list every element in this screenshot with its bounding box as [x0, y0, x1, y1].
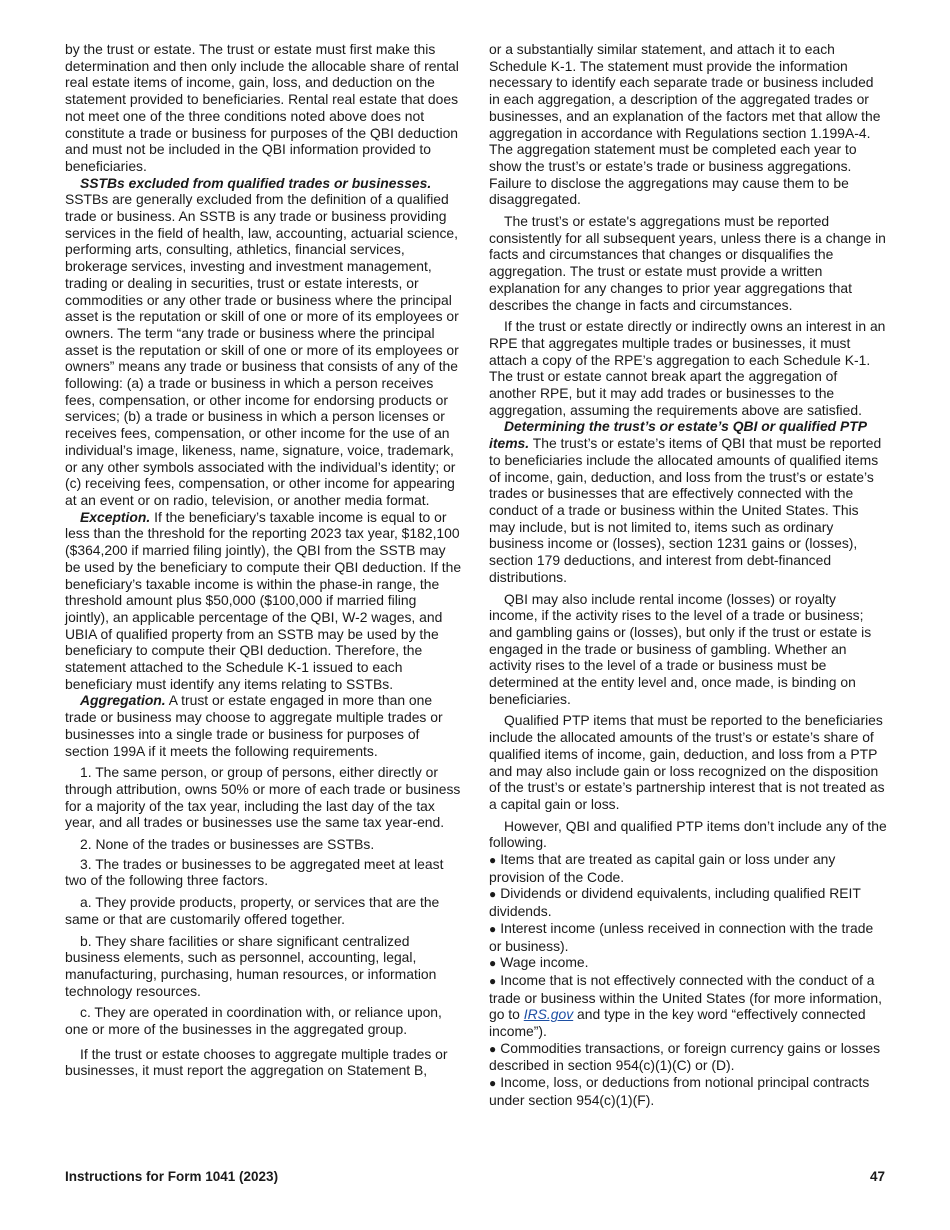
bullet-item [489, 885, 887, 919]
section-heading-aggregation: Aggregation. [80, 692, 166, 709]
qbi-text: The trust’s or estate’s items of QBI that must be reported to beneficiaries include the allocated amounts of qualified items of income, gain, deduction, and loss from the trust’s or estate’s trades or businesses that are effectively connected with the conduct of a trade or business within the United States. This may include, but is not limited to, items such as ordinary business income or (losses), section 1231 gains or (losses), section 179 deductions, and interest from debt-financed distributions. [489, 435, 882, 585]
list-item-1: 1. The same person, or group of persons, either directly or through attribution, owns 50% or more of each trade or business for a majority of the tax year, including the last day of the tax year, and all trades or businesses use the same tax year-end. [65, 764, 461, 831]
sstb-text: SSTBs are generally excluded from the definition of a qualified trade or business. An SSTB is any trade or business providing services in the field of health, law, accounting, actuarial science, performing arts, consulting, athletics, financial services, brokerage services, investing and investment management, trading or dealing in securities, trust or estate interests, or commodities or any other trade or business where the principal asset is the reputation or skill of one or more of its employees or owners. The term “any trade or business where the principal asset is the reputation or skill of one or more of its employees or owners” means any trade or business that consists of any of the following: (a) a trade or business in which a person receives fees, compensation, or other income for endorsing products or services; (b) a trade or business in which a person licenses or receives fees, compensation, or other income for the use of an individual’s image, likeness, name, signature, voice, trademark, or any other symbols associated with the individual’s identity; or (c) receiving fees, compensation, or other income for appearing at an event or on radio, television, or another media format. [65, 191, 459, 508]
section-heading-qbi: Determining the trust’s or estate’s QBI or qualified PTP items. [489, 418, 867, 452]
bullet-icon: ● [489, 1076, 497, 1091]
bullet-item [489, 1074, 887, 1108]
bullet-text: Wage income. [500, 954, 589, 971]
sstb-section [65, 175, 462, 509]
bullet-item [489, 851, 887, 885]
bullet-text: Items that are treated as capital gain or loss under any provision of the Code. [489, 851, 836, 885]
exception-section [65, 509, 462, 693]
paragraph: or a substantially similar statement, and attach it to each Schedule K-1. The statement must provide the information necessary to identify each separate trade or business included in each aggregation, a description of the aggregated trades or businesses, and an explanation of the factors met that allow the aggregation in accordance with Regulations section 1.199A-4. The aggregation statement must be completed each year to show the trust’s or estate’s trade or business aggregations. Failure to disclose the aggregations may cause them to be disaggregated. [489, 41, 881, 208]
exception-text: If the beneficiary’s taxable income is equal to or less than the threshold for the reporting 2023 tax year, $182,100 ($364,200 if married filing jointly), the QBI from the SSTB may be used by the beneficiary to compute their QBI deduction. If the beneficiary’s taxable income is within the phase-in range, the threshold amount plus $50,000 ($100,000 if married filing jointly), an applicable percentage of the QBI, W-2 wages, and UBIA of qualified property from an SSTB may be used by the beneficiary to compute their QBI deduction. Therefore, the statement attached to the Schedule K-1 issued to each beneficiary must identify any items relating to SSTBs. [65, 508, 462, 692]
left-column [65, 41, 462, 1079]
bullet-icon: ● [489, 921, 497, 936]
bullet-icon: ● [489, 973, 497, 988]
section-heading-exception: Exception. [80, 508, 151, 525]
aggregation-section [65, 692, 462, 759]
bullet-icon: ● [489, 1041, 497, 1056]
section-heading-sstb: SSTBs excluded from qualified trades or businesses. [80, 174, 432, 191]
list-item-2: 2. None of the trades or businesses are SSTBs. [80, 836, 375, 853]
list-item-c: c. They are operated in coordination with, or reliance upon, one or more of the businesses in the aggregated group. [65, 1004, 442, 1038]
bullet-text: Interest income (unless received in connection with the trade or business). [489, 919, 874, 954]
qbi-section [489, 418, 887, 585]
aggregation-text: A trust or estate engaged in more than one trade or business may choose to aggregate multiple trades or businesses into a single trade or business for purposes of section 199A if it meets the following requirements. [65, 692, 443, 759]
bullet-item [489, 954, 887, 972]
list-item-3: 3. The trades or businesses to be aggregated meet at least two of the following three factors. [65, 855, 444, 889]
right-column [489, 41, 887, 1109]
list-item-b: b. They share facilities or share significant centralized business elements, such as personnel, accounting, legal, manufacturing, purchasing, human resources, or information technology resources. [65, 932, 437, 999]
list-item-a: a. They provide products, property, or services that are the same or that are customarily offered together. [65, 894, 440, 927]
paragraph: If the trust or estate chooses to aggregate multiple trades or businesses, it must report the aggregation on Statement B, [65, 1045, 448, 1079]
paragraph: by the trust or estate. The trust or estate must first make this determination and then only include the allocable share of rental real estate items of income, gain, loss, and deduction on the statement provided to beneficiaries. Rental real estate that does not meet one of the three conditions noted above does not constitute a trade or business for purposes of the QBI deduction and must not be included in the QBI information provided to beneficiaries. [65, 41, 459, 174]
bullet-item [489, 1040, 887, 1074]
irs-gov-link[interactable]: IRS.gov [523, 1006, 574, 1023]
bullet-text: Income, loss, or deductions from notional principal contracts under section 954(c)(1)(F). [489, 1074, 870, 1108]
bullet-item [489, 972, 887, 1040]
bullet-icon: ● [489, 887, 497, 902]
footer-title: Instructions for Form 1041 (2023) [65, 1169, 279, 1184]
bullet-text: and type in the key word “effectively connected income”). [489, 1006, 866, 1040]
bullet-icon: ● [489, 853, 497, 868]
bullet-text: Commodities transactions, or foreign currency gains or losses described in section 954(c)(1)(C) or (D). [489, 1039, 881, 1074]
paragraph: QBI may also include rental income (losses) or royalty income, if the activity rises to the level of a trade or business; and gambling gains or (losses), but only if the trust or estate is engaged in the trade or business of gambling. Whether an activity rises to the level of a trade or business must be determined at the entity level and, once made, is binding on beneficiaries. [489, 590, 872, 707]
bullet-text: Dividends or dividend equivalents, including qualified REIT dividends. [489, 885, 861, 920]
bullet-text: Income that is not effectively connected with the conduct of a trade or business within the United States (for more information, go to [489, 971, 882, 1023]
paragraph: The trust’s or estate's aggregations must be reported consistently for all subsequent years, unless there is a change in facts and circumstances that changes or disqualifies the aggregation. The trust or estate must provide a written explanation for any changes to prior year aggregations that describes the change in facts and circumstances. [489, 213, 886, 313]
bullet-icon: ● [489, 956, 497, 971]
paragraph: However, QBI and qualified PTP items don’t include any of the following. [489, 817, 887, 851]
paragraph: Qualified PTP items that must be reported to the beneficiaries include the allocated amounts of the trust’s or estate’s share of qualified items of income, gain, deduction, and loss from a PTP and may also include gain or loss recognized on the disposition of the trust’s or estate’s partnership interest that is not treated as a capital gain or loss. [489, 712, 885, 812]
bullet-item [489, 920, 887, 954]
page-number: 47 [869, 1169, 885, 1184]
paragraph: If the trust or estate directly or indirectly owns an interest in an RPE that aggregates multiple trades or businesses, it must attach a copy of the RPE’s aggregation to each Schedule K-1. The trust or estate cannot break apart the aggregation of another RPE, but it may add trades or businesses to the aggregation, assuming the requirements above are satisfied. [489, 318, 886, 418]
